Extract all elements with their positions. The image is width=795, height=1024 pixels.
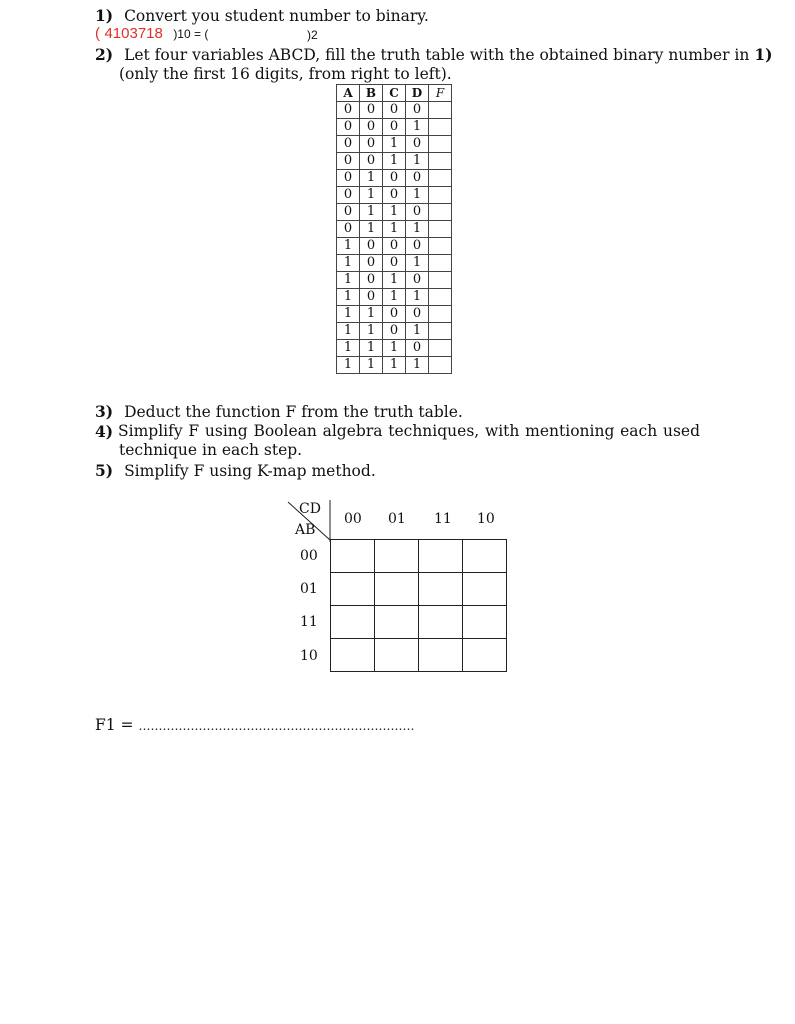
question-text: Deduct the function F from the truth table.	[124, 403, 463, 421]
truth-table-cell: 0	[406, 238, 429, 255]
kmap-cell[interactable]	[419, 540, 463, 573]
truth-table-cell: 1	[406, 119, 429, 136]
kmap-row-header: 01	[300, 581, 318, 597]
truth-table-f-cell[interactable]	[429, 357, 452, 374]
answer-line	[95, 716, 414, 736]
truth-table	[336, 84, 452, 374]
truth-table-cell: 0	[383, 170, 406, 187]
question-ref: 1)	[754, 45, 773, 64]
question-number: 2)	[95, 45, 114, 64]
truth-table-cell: 0	[406, 306, 429, 323]
kmap-col-header: 00	[344, 511, 362, 527]
truth-table-cell: 0	[406, 170, 429, 187]
truth-table-f-cell[interactable]	[429, 340, 452, 357]
truth-table-cell: 0	[406, 272, 429, 289]
kmap-row-header: 11	[300, 614, 318, 630]
truth-table-cell: 0	[383, 119, 406, 136]
kmap-cd-label: CD	[299, 501, 321, 517]
truth-table-header-cell: C	[383, 85, 406, 102]
truth-table-header-cell: B	[360, 85, 383, 102]
truth-table-header-cell: A	[337, 85, 360, 102]
truth-table-cell: 1	[406, 289, 429, 306]
truth-table-row	[337, 153, 452, 170]
kmap-cell[interactable]	[375, 606, 419, 639]
truth-table-cell: 0	[337, 187, 360, 204]
truth-table-cell: 1	[360, 323, 383, 340]
truth-table-row	[337, 221, 452, 238]
kmap-cell[interactable]	[331, 573, 375, 606]
question-2-cont: (only the first 16 digits, from right to left).	[119, 65, 452, 83]
truth-table-f-cell[interactable]	[429, 323, 452, 340]
truth-table-row	[337, 102, 452, 119]
truth-table-row	[337, 357, 452, 374]
base2-label: )2	[307, 28, 318, 42]
question-1	[95, 6, 429, 26]
kmap-ab-label: AB	[295, 522, 316, 538]
kmap-row-header: 10	[300, 648, 318, 664]
truth-table-cell: 0	[337, 136, 360, 153]
truth-table-cell: 1	[406, 153, 429, 170]
truth-table-f-cell[interactable]	[429, 306, 452, 323]
kmap-col-header: 01	[388, 511, 406, 527]
kmap-cell[interactable]	[463, 606, 507, 639]
truth-table-cell: 0	[337, 102, 360, 119]
kmap-col-header: 10	[477, 511, 495, 527]
truth-table-cell: 1	[360, 306, 383, 323]
kmap-cell[interactable]	[419, 606, 463, 639]
truth-table-f-cell[interactable]	[429, 102, 452, 119]
kmap-cell[interactable]	[419, 639, 463, 672]
truth-table-cell: 1	[337, 255, 360, 272]
kmap-cell[interactable]	[463, 573, 507, 606]
question-5	[95, 461, 376, 481]
truth-table-cell: 1	[406, 323, 429, 340]
truth-table-cell: 0	[383, 323, 406, 340]
truth-table-row	[337, 289, 452, 306]
truth-table-cell: 1	[360, 170, 383, 187]
truth-table-cell: 0	[383, 255, 406, 272]
truth-table-row	[337, 204, 452, 221]
truth-table-cell: 0	[360, 238, 383, 255]
truth-table-cell: 1	[383, 153, 406, 170]
truth-table-row	[337, 238, 452, 255]
truth-table-cell: 1	[360, 221, 383, 238]
truth-table-header-cell: D	[406, 85, 429, 102]
truth-table-f-cell[interactable]	[429, 204, 452, 221]
kmap-cell[interactable]	[331, 639, 375, 672]
kmap-cell[interactable]	[463, 540, 507, 573]
kmap-grid	[330, 539, 507, 672]
truth-table-row	[337, 119, 452, 136]
truth-table-cell: 0	[406, 136, 429, 153]
truth-table-cell: 0	[383, 187, 406, 204]
kmap-cell[interactable]	[463, 639, 507, 672]
question-3	[95, 402, 463, 422]
truth-table-cell: 0	[383, 102, 406, 119]
student-number: 4103718	[104, 25, 163, 42]
truth-table-cell: 1	[337, 357, 360, 374]
truth-table-row	[337, 323, 452, 340]
question-number: 4)	[95, 422, 114, 441]
truth-table-cell: 0	[360, 102, 383, 119]
truth-table-cell: 0	[383, 238, 406, 255]
truth-table-cell: 1	[383, 272, 406, 289]
truth-table-cell: 1	[337, 238, 360, 255]
truth-table-cell: 1	[383, 136, 406, 153]
truth-table-f-cell[interactable]	[429, 119, 452, 136]
question-4-cont: technique in each step.	[119, 441, 303, 459]
truth-table-cell: 1	[337, 289, 360, 306]
truth-table-cell: 1	[383, 221, 406, 238]
truth-table-cell: 0	[360, 255, 383, 272]
truth-table-cell: 1	[406, 357, 429, 374]
truth-table-cell: 1	[406, 187, 429, 204]
truth-table-row	[337, 255, 452, 272]
question-text: Convert you student number to binary.	[124, 7, 429, 25]
truth-table-f-cell[interactable]	[429, 187, 452, 204]
truth-table-cell: 0	[406, 204, 429, 221]
truth-table-f-cell[interactable]	[429, 272, 452, 289]
question-number: 5)	[95, 461, 114, 480]
truth-table-cell: 0	[337, 204, 360, 221]
question-text: Simplify F using Boolean algebra techniques, with mentioning each used	[118, 422, 700, 440]
kmap-cell[interactable]	[419, 573, 463, 606]
truth-table-f-cell[interactable]	[429, 221, 452, 238]
truth-table-cell: 0	[383, 306, 406, 323]
truth-table-cell: 1	[360, 204, 383, 221]
truth-table-cell: 1	[383, 289, 406, 306]
truth-table-cell: 0	[360, 289, 383, 306]
kmap-row-header: 00	[300, 548, 318, 564]
truth-table-cell: 1	[383, 340, 406, 357]
truth-table-row	[337, 136, 452, 153]
truth-table-cell: 0	[337, 153, 360, 170]
truth-table-cell: 1	[360, 187, 383, 204]
truth-table-header	[337, 85, 452, 102]
truth-table-cell: 1	[360, 357, 383, 374]
kmap-cell[interactable]	[375, 573, 419, 606]
truth-table-row	[337, 340, 452, 357]
truth-table-cell: 0	[406, 340, 429, 357]
answer-dots[interactable]: ……………………………………………………………	[138, 719, 415, 733]
truth-table-cell: 1	[360, 340, 383, 357]
truth-table-cell: 0	[360, 136, 383, 153]
truth-table-row	[337, 170, 452, 187]
truth-table-f-cell[interactable]	[429, 153, 452, 170]
base10-label: )10 = (	[173, 27, 209, 41]
question-number: 1)	[95, 6, 114, 25]
truth-table-row	[337, 272, 452, 289]
kmap-cell[interactable]	[331, 540, 375, 573]
truth-table-f-cell[interactable]	[429, 238, 452, 255]
truth-table-cell: 0	[360, 153, 383, 170]
truth-table-f-cell[interactable]	[429, 136, 452, 153]
truth-table-cell: 1	[383, 357, 406, 374]
truth-table-cell: 0	[337, 119, 360, 136]
conversion-line	[95, 25, 208, 43]
kmap-cell[interactable]	[375, 540, 419, 573]
truth-table-cell: 0	[360, 272, 383, 289]
truth-table-cell: 1	[406, 221, 429, 238]
truth-table-cell: 0	[406, 102, 429, 119]
question-2	[95, 45, 772, 65]
kmap-cell[interactable]	[375, 639, 419, 672]
truth-table-row	[337, 306, 452, 323]
question-text: Simplify F using K-map method.	[124, 462, 376, 480]
truth-table-cell: 1	[406, 255, 429, 272]
truth-table-cell: 0	[337, 170, 360, 187]
open-paren: (	[95, 25, 100, 42]
truth-table-f-cell[interactable]	[429, 170, 452, 187]
truth-table-cell: 1	[383, 204, 406, 221]
question-number: 3)	[95, 402, 114, 421]
truth-table-cell: 1	[337, 272, 360, 289]
answer-label: F1 =	[95, 716, 134, 734]
truth-table-cell: 0	[360, 119, 383, 136]
truth-table-f-cell[interactable]	[429, 289, 452, 306]
truth-table-cell: 1	[337, 323, 360, 340]
truth-table-f-cell[interactable]	[429, 255, 452, 272]
truth-table-row	[337, 187, 452, 204]
kmap-col-header: 11	[434, 511, 452, 527]
truth-table-cell: 1	[337, 340, 360, 357]
truth-table-header-cell: F	[429, 85, 452, 102]
truth-table-cell: 1	[337, 306, 360, 323]
question-text: Let four variables ABCD, fill the truth table with the obtained binary number in	[124, 46, 750, 64]
truth-table-cell: 0	[337, 221, 360, 238]
question-4	[95, 422, 700, 441]
kmap-cell[interactable]	[331, 606, 375, 639]
